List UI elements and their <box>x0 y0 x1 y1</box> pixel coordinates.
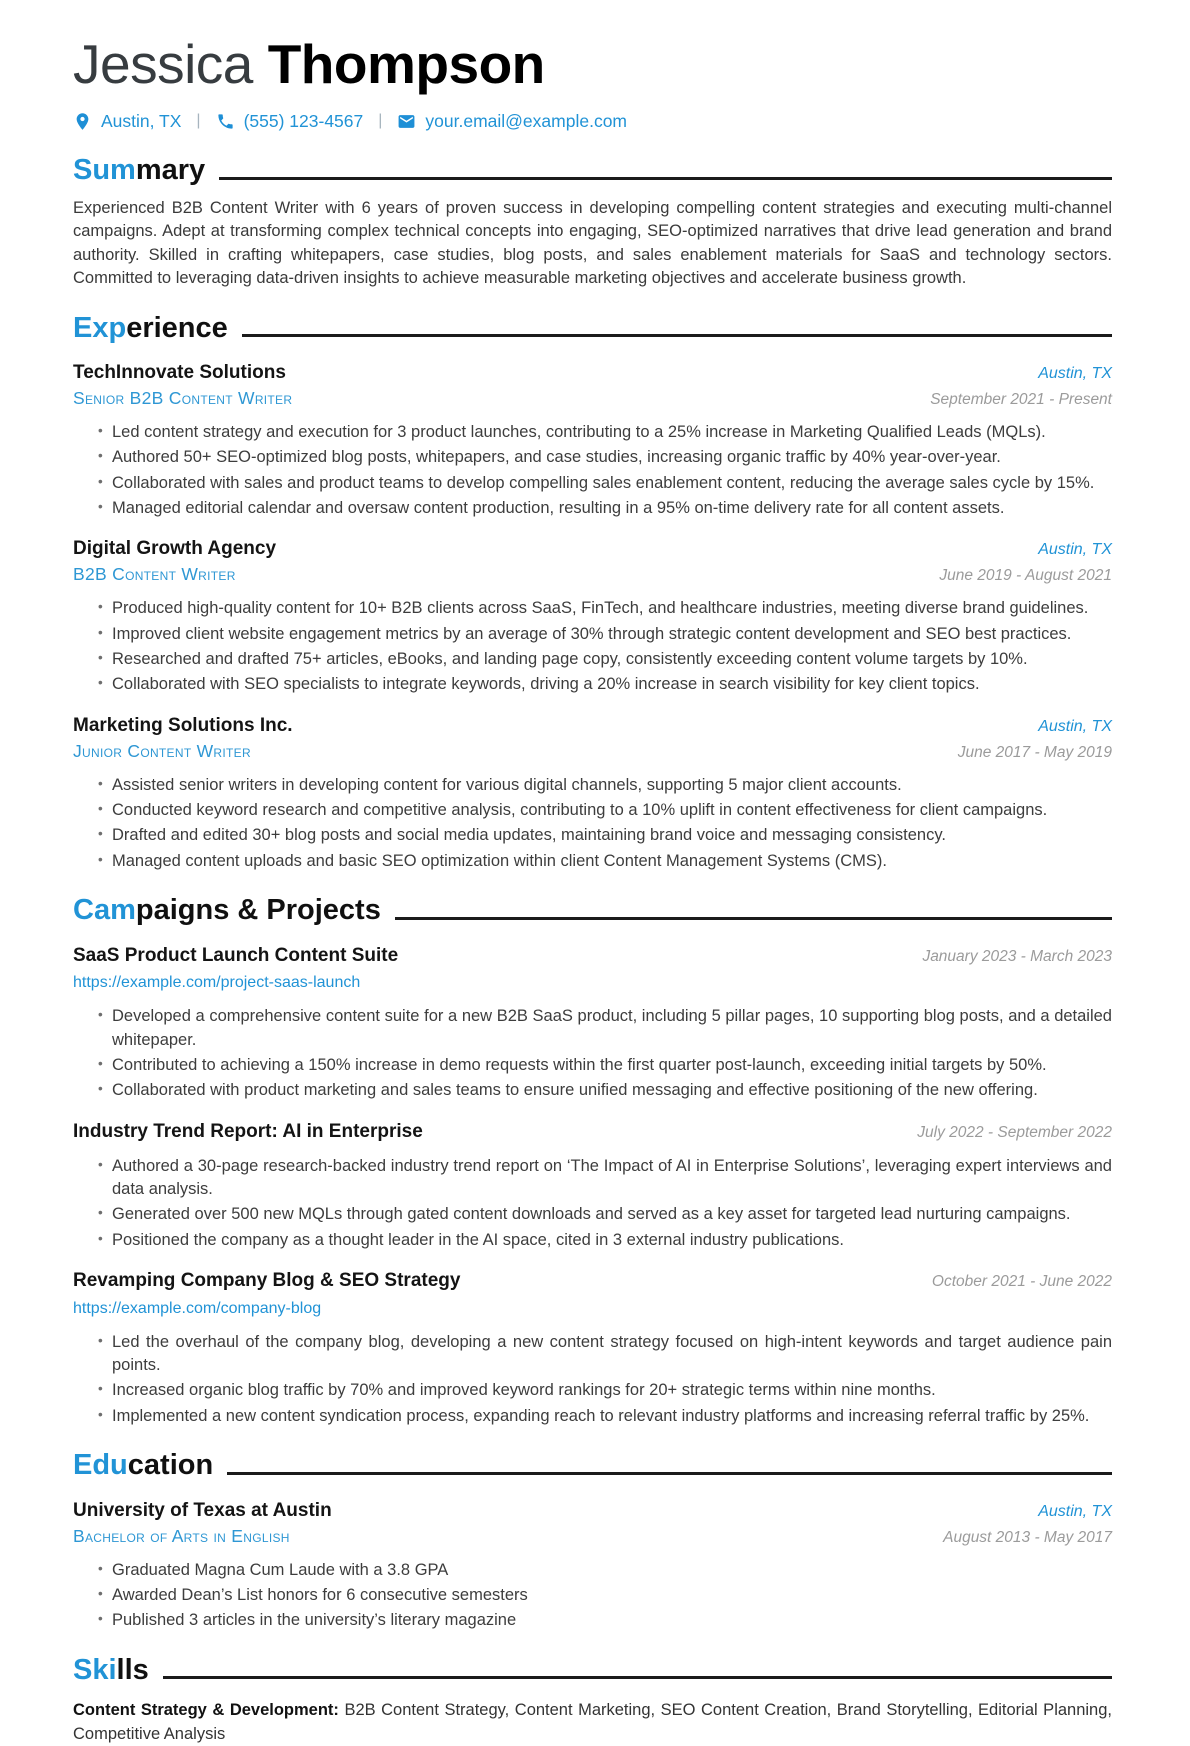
skills-heading-accent: Ski <box>73 1653 117 1686</box>
skills-label: Content Strategy & Development: <box>73 1701 339 1720</box>
project-bullet: • Implemented a new content syndication process, expanding reach to relevant industry platforms and increasing referral traffic by 25%. <box>112 1405 1112 1428</box>
section-experience <box>73 312 1112 874</box>
contact-location <box>73 109 181 134</box>
project-bullet-list <box>73 1005 1112 1103</box>
job-dates: June 2017 - May 2019 <box>957 743 1112 761</box>
school-location: Austin, TX <box>1038 1502 1112 1520</box>
education-heading <box>73 1449 1112 1481</box>
project-entry <box>73 1120 1112 1252</box>
last-name: Thompson <box>267 33 545 95</box>
company-name: TechInnovate Solutions <box>73 362 286 384</box>
school-entry <box>73 1499 1112 1633</box>
section-education <box>73 1449 1112 1632</box>
summary-heading-rest: mary <box>135 154 206 187</box>
summary-heading-accent: Sum <box>73 154 136 187</box>
page-title <box>73 34 1112 96</box>
contact-email-text: your.email@example.com <box>425 110 627 131</box>
education-heading-rest: cation <box>127 1449 214 1482</box>
contact-location-text: Austin, TX <box>101 110 182 131</box>
job-bullet: • Collaborated with sales and product teams to develop compelling sales enablement content, reducing the average sales cycle by 15%. <box>112 472 1112 495</box>
experience-heading-accent: Exp <box>73 311 127 344</box>
job-bullet: • Led content strategy and execution for 3 product launches, contributing to a 25% increase in Marketing Qualified Leads (MQLs). <box>112 421 1112 444</box>
education-bullet: • Graduated Magna Cum Laude with a 3.8 GPA <box>112 1559 1112 1582</box>
company-name: Marketing Solutions Inc. <box>73 714 293 736</box>
job-entry <box>73 714 1112 873</box>
job-entry <box>73 361 1112 520</box>
school-name: University of Texas at Austin <box>73 1499 332 1521</box>
job-bullet-list <box>73 774 1112 874</box>
project-bullet: • Led the overhaul of the company blog, developing a new content strategy focused on high-intent keywords and target audience pain points. <box>112 1331 1112 1378</box>
project-dates: October 2021 - June 2022 <box>931 1273 1112 1291</box>
job-location: Austin, TX <box>1038 541 1112 559</box>
project-bullet-list <box>73 1331 1112 1429</box>
project-entry <box>73 1269 1112 1428</box>
company-name: Digital Growth Agency <box>73 538 277 560</box>
project-url[interactable]: https://example.com/project-saas-launch <box>73 974 361 992</box>
experience-heading <box>73 312 1112 344</box>
contact-bar <box>73 109 1112 134</box>
experience-heading-rest: erience <box>126 311 228 344</box>
projects-heading <box>73 894 1112 926</box>
job-bullet: • Collaborated with SEO specialists to integrate keywords, driving a 20% increase in search visibility for key client topics. <box>112 673 1112 696</box>
project-bullet: • Developed a comprehensive content suite for a new B2B SaaS product, including 5 pillar pages, 10 supporting blog posts, and a detailed whitepaper. <box>112 1005 1112 1052</box>
job-bullet: • Researched and drafted 75+ articles, eBooks, and landing page copy, consistently exceeding content volume targets by 10%. <box>112 648 1112 671</box>
education-bullet-list <box>73 1559 1112 1633</box>
job-dates: September 2021 - Present <box>930 390 1112 408</box>
job-bullet: • Conducted keyword research and competitive analysis, contributing to a 10% uplift in content effectiveness for client campaigns. <box>112 799 1112 822</box>
project-dates: January 2023 - March 2023 <box>922 947 1112 965</box>
heading-rule <box>395 917 1112 920</box>
project-bullet: • Positioned the company as a thought leader in the AI space, cited in 3 external industry publications. <box>112 1229 1112 1252</box>
skills-group <box>73 1699 1112 1746</box>
section-summary <box>73 154 1112 290</box>
contact-email[interactable] <box>397 109 627 134</box>
skills-heading-rest: lls <box>116 1653 149 1686</box>
project-bullet: • Generated over 500 new MQLs through gated content downloads and served as a key asset for targeted lead nurturing campaigns. <box>112 1203 1112 1226</box>
project-name: SaaS Product Launch Content Suite <box>73 944 399 966</box>
summary-heading <box>73 154 1112 186</box>
heading-rule <box>219 177 1112 180</box>
section-projects <box>73 894 1112 1428</box>
job-dates: June 2019 - August 2021 <box>939 567 1112 585</box>
job-bullet: • Produced high-quality content for 10+ B2B clients across SaaS, FinTech, and healthcare industries, meeting diverse brand guidelines. <box>112 597 1112 620</box>
contact-phone-text: (555) 123-4567 <box>243 110 364 131</box>
job-title: Junior Content Writer <box>73 740 251 761</box>
job-bullet: • Improved client website engagement metrics by an average of 30% through strategic content development and SEO best practices. <box>112 623 1112 646</box>
project-bullet: • Authored a 30-page research-backed industry trend report on ‘The Impact of AI in Enterprise Solutions’, leveraging expert interviews and data analysis. <box>112 1155 1112 1202</box>
section-skills <box>73 1654 1112 1746</box>
contact-separator: | <box>196 111 201 129</box>
job-bullet: • Drafted and edited 30+ blog posts and social media updates, maintaining brand voice and messaging consistency. <box>112 824 1112 847</box>
project-bullet: • Collaborated with product marketing and sales teams to ensure unified messaging and effective positioning of the new offering. <box>112 1079 1112 1102</box>
job-bullet: • Authored 50+ SEO-optimized blog posts, whitepapers, and case studies, increasing organic traffic by 40% year-over-year. <box>112 446 1112 469</box>
project-entry <box>73 944 1112 1103</box>
education-bullet: • Awarded Dean’s List honors for 6 consecutive semesters <box>112 1584 1112 1607</box>
job-bullet-list <box>73 597 1112 697</box>
heading-rule <box>163 1676 1112 1679</box>
contact-separator: | <box>378 111 383 129</box>
summary-text: Experienced B2B Content Writer with 6 years of proven success in developing compelling content strategies and executing multi-channel campaigns. Adept at transforming complex technical concepts into engaging, SEO-optimized narratives that drive lead generation and brand authority. Skilled in crafting whitepapers, case studies, blog posts, and sales enablement materials for SaaS and technology sectors. Committed to leveraging data-driven insights to achieve measurable marketing objectives and accelerate business growth. <box>73 198 1112 288</box>
job-location: Austin, TX <box>1038 365 1112 383</box>
project-name: Revamping Company Blog & SEO Strategy <box>73 1270 461 1292</box>
project-url[interactable]: https://example.com/company-blog <box>73 1299 322 1317</box>
job-title: B2B Content Writer <box>73 564 236 585</box>
phone-icon <box>216 112 235 131</box>
job-entry <box>73 537 1112 696</box>
heading-rule <box>227 1472 1112 1475</box>
envelope-icon <box>397 112 416 131</box>
job-bullet: • Assisted senior writers in developing content for various digital channels, supporting 5 major client accounts. <box>112 774 1112 797</box>
skills-text: B2B Content Strategy, Content Marketing, SEO Content Creation, Brand Storytelling, Editorial Planning, Competitive Analysis <box>73 1701 1112 1743</box>
project-name: Industry Trend Report: AI in Enterprise <box>73 1120 423 1142</box>
degree: Bachelor of Arts in English <box>73 1525 290 1546</box>
first-name: Jessica <box>73 33 253 95</box>
contact-phone[interactable] <box>216 109 364 134</box>
project-bullet: • Contributed to achieving a 150% increase in demo requests within the first quarter post-launch, exceeding initial targets by 50%. <box>112 1054 1112 1077</box>
job-bullet: • Managed editorial calendar and oversaw content production, resulting in a 95% on-time delivery rate for all content assets. <box>112 497 1112 520</box>
job-title: Senior B2B Content Writer <box>73 387 293 408</box>
education-bullet: • Published 3 articles in the university’s literary magazine <box>112 1609 1112 1632</box>
job-bullet: • Managed content uploads and basic SEO optimization within client Content Management Systems (CMS). <box>112 850 1112 873</box>
job-bullet-list <box>73 421 1112 521</box>
map-pin-icon <box>73 112 92 131</box>
projects-heading-rest: paigns & Projects <box>135 894 381 927</box>
project-bullet-list <box>73 1155 1112 1253</box>
job-location: Austin, TX <box>1038 717 1112 735</box>
project-bullet: • Increased organic blog traffic by 70% and improved keyword rankings for 20+ strategic terms within nine months. <box>112 1379 1112 1402</box>
skills-heading <box>73 1654 1112 1686</box>
heading-rule <box>242 334 1112 337</box>
project-dates: July 2022 - September 2022 <box>917 1123 1112 1141</box>
school-dates: August 2013 - May 2017 <box>943 1528 1112 1546</box>
projects-heading-accent: Cam <box>73 894 136 927</box>
education-heading-accent: Edu <box>73 1449 128 1482</box>
